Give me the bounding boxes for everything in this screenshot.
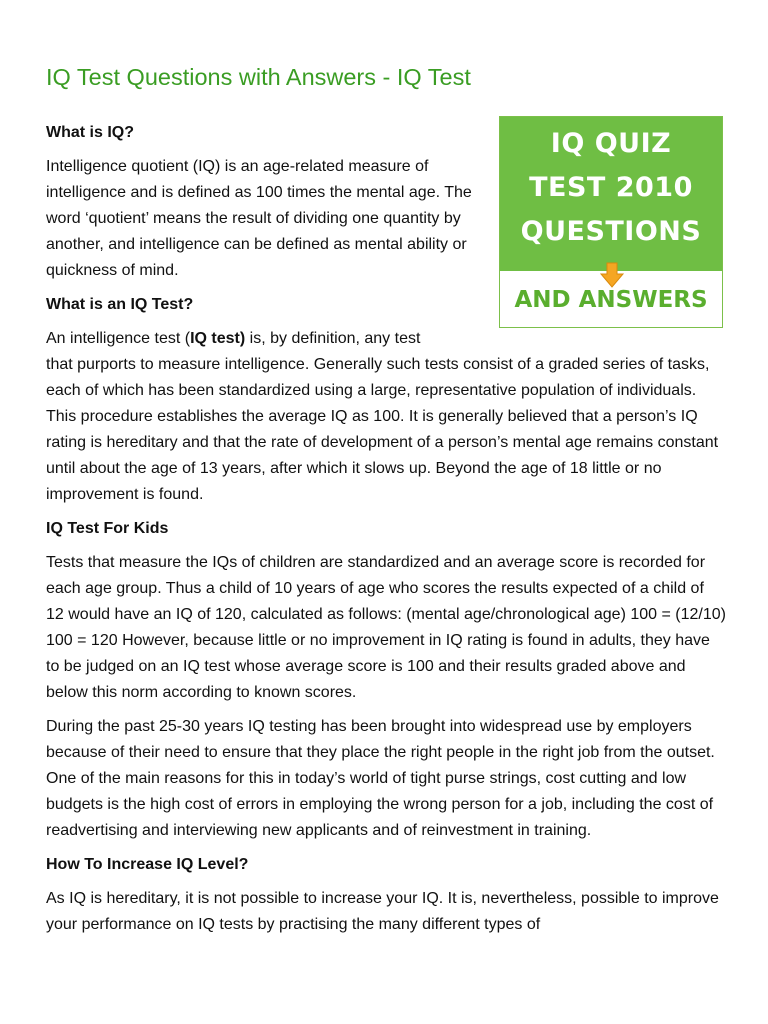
banner-line-3: QUESTIONS — [520, 216, 702, 247]
heading-increase-iq: How To Increase IQ Level? — [46, 856, 249, 873]
heading-what-is-iq-test: What is an IQ Test? — [46, 296, 194, 313]
paragraph-kids-1: Tests that measure the IQs of children are standardized and an average score is recorded for each age group. Thus a child of 10 years of age who scores the results expected of a child of 12 would have an IQ of 120, calculated as follows: (mental age/chronological age) 100 = (12/10) 100 = 120 However, because little or no improvement in IQ rating is found in adults, they have to be judged on an IQ test whose average score is 100 and their results graded above and below this norm according to known scores. — [46, 554, 726, 701]
iq-test-intro-text: An intelligence test ( — [46, 330, 191, 347]
heading-what-is-iq: What is IQ? — [46, 124, 134, 141]
paragraph-what-is-iq-test — [46, 326, 726, 508]
banner-line-2: TEST 2010 — [529, 172, 693, 203]
banner-and-answers: AND ANSWERS — [514, 287, 708, 313]
banner-line-1: IQ QUIZ — [550, 128, 672, 159]
paragraph-what-is-iq: Intelligence quotient (IQ) is an age-related measure of intelligence and is defined as 100 times the mental age. The word ‘quotient’ means the result of dividing one quantity by another, and intelligence can be defined as mental ability or quickness of mind. — [46, 158, 472, 279]
heading-iq-test-for-kids: IQ Test For Kids — [46, 520, 169, 537]
article-body — [46, 120, 726, 938]
iq-test-line1-rest: is, by definition, any test — [245, 330, 421, 347]
paragraph-increase-iq: As IQ is hereditary, it is not possible to increase your IQ. It is, nevertheless, possible to improve your performance on IQ tests by practising the many different types of — [46, 890, 719, 933]
page-title: IQ Test Questions with Answers - IQ Test — [46, 64, 471, 90]
iq-test-bold: IQ test) — [190, 330, 246, 347]
iq-test-body: that purports to measure intelligence. Generally such tests consist of a graded series of tasks, each of which has been standardized using a large, representative population of individuals. This procedure establishes the average IQ as 100. It is generally believed that a person’s IQ rating is hereditary and that the rate of development of a person’s mental age remains constant until about the age of 13 years, after which it slows up. Beyond the age of 18 little or no improvement is found. — [46, 356, 719, 503]
paragraph-kids-2: During the past 25-30 years IQ testing has been brought into widespread use by employers because of their need to ensure that they place the right people in the right job from the outset. One of the main reasons for this in today’s world of tight purse strings, cost cutting and low budgets is the high cost of errors in employing the wrong person for a job, including the cost of readvertising and interviewing new applicants and of reinvestment in training. — [46, 718, 715, 839]
